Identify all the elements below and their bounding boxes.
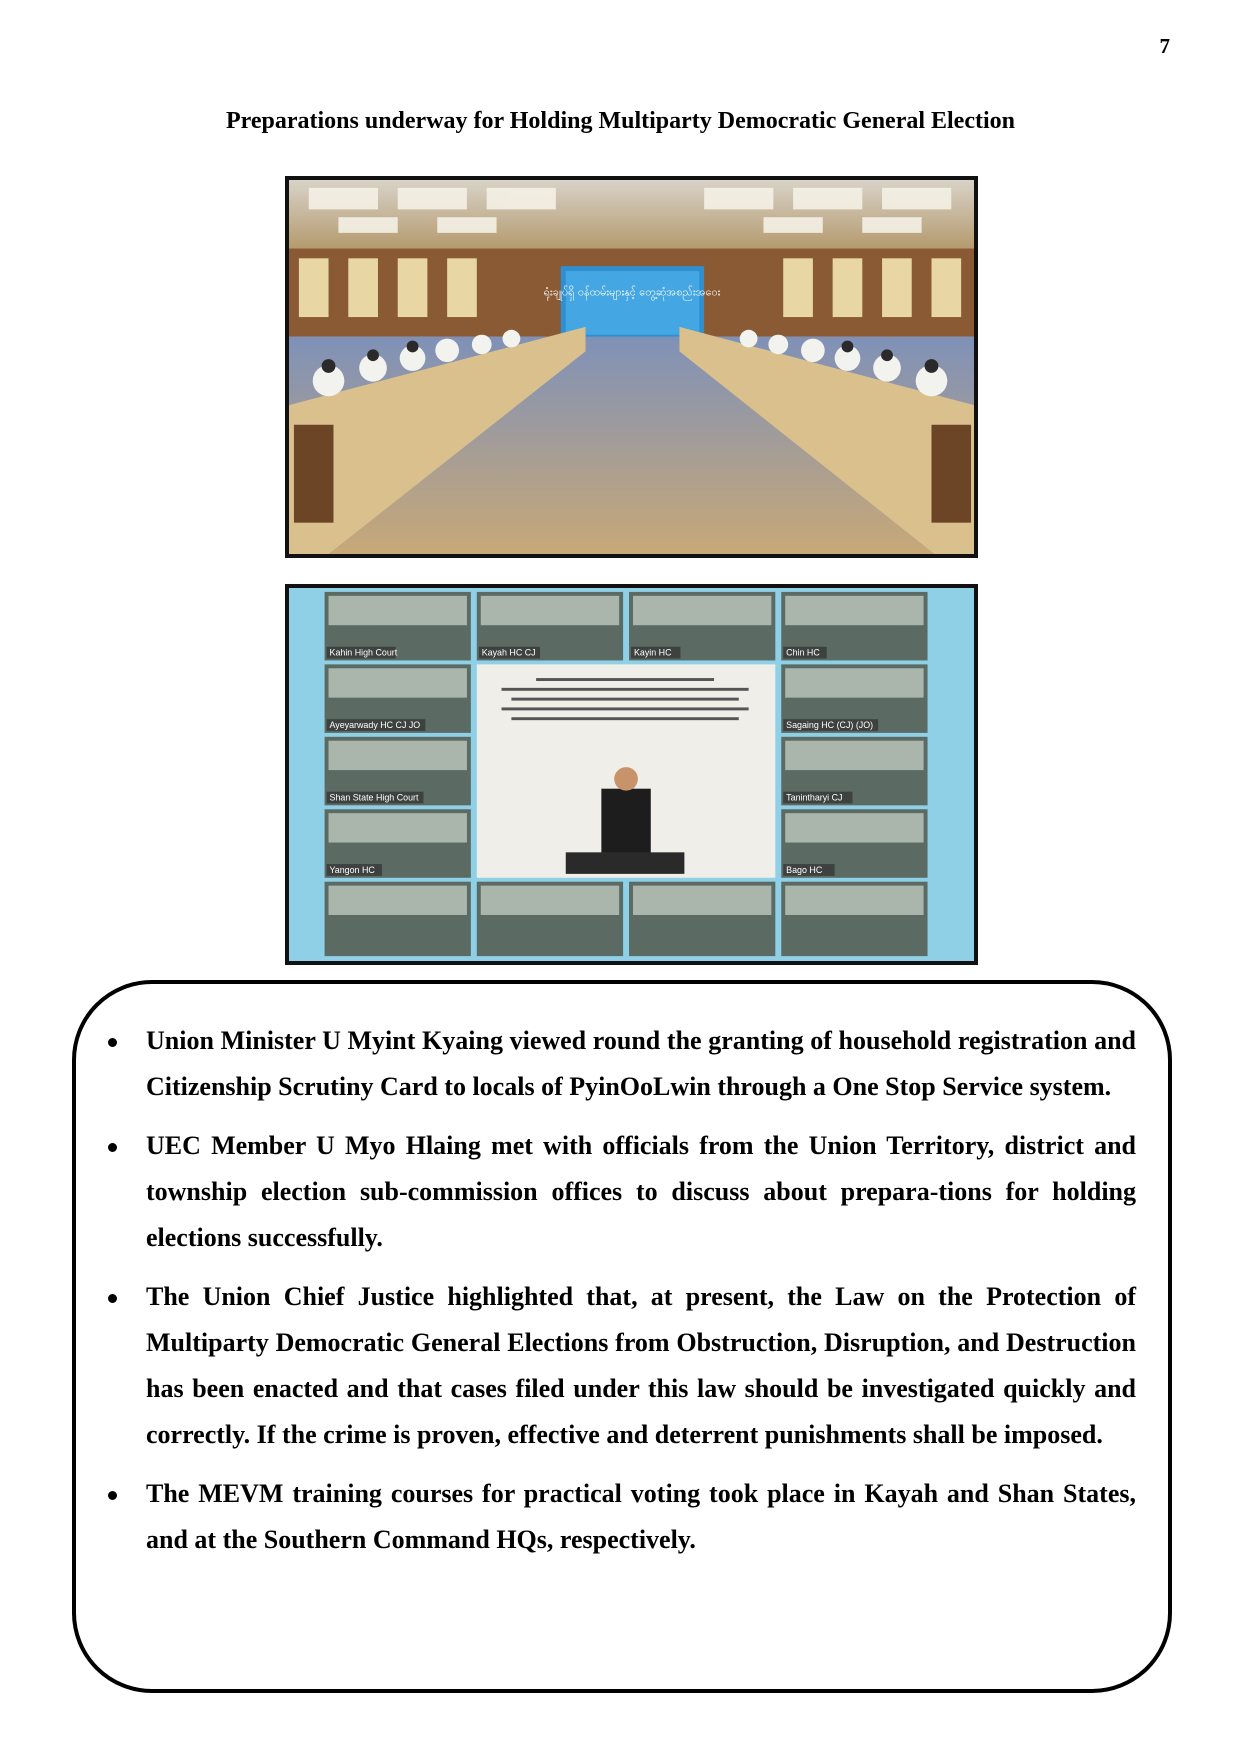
banner-text: ရုံးချုပ်ရှိ ဝန်ထမ်းများနှင့် တွေ့ဆုံအစည်းအဝေး — [543, 285, 721, 299]
svg-text:Yangon HC: Yangon HC — [329, 864, 375, 875]
bullet-item — [72, 1471, 1172, 1563]
svg-text:Shan State High Court: Shan State High Court — [329, 792, 419, 803]
bullet-text: Union Minister U Myint Kyaing viewed round the granting of household registration and Citizenship Scrutiny Card to locals of PyinOoLwin through a One Stop Service system. — [146, 1026, 1136, 1101]
bullet-dot-icon — [108, 1491, 117, 1500]
meeting-hall-photo — [285, 176, 978, 558]
svg-text:Tanintharyi CJ: Tanintharyi CJ — [786, 792, 843, 803]
bullet-dot-icon — [108, 1038, 117, 1047]
svg-text:Chin HC: Chin HC — [786, 647, 820, 658]
video-conference-photo — [285, 584, 978, 965]
bullet-text: The MEVM training courses for practical voting took place in Kayah and Shan States, and at the Southern Command HQs, respectively. — [146, 1479, 1136, 1554]
svg-text:Kayah HC CJ: Kayah HC CJ — [481, 647, 536, 658]
svg-text:Sagaing HC (CJ) (JO): Sagaing HC (CJ) (JO) — [786, 720, 874, 730]
bullet-dot-icon — [108, 1143, 117, 1152]
svg-text:Kayin HC: Kayin HC — [633, 647, 672, 658]
svg-text:Kahin High Court: Kahin High Court — [329, 647, 398, 658]
bullet-text: The Union Chief Justice highlighted that, at present, the Law on the Protection of Multiparty Democratic General Elections from Obstruction, Disruption, and Destruction has been enacted and that cases filed under this law should be investigated quickly and correctly. If the crime is proven, effective and deterrent punishments shall be imposed. — [146, 1282, 1136, 1449]
page-number: 7 — [1159, 34, 1170, 58]
summary-bullet-list — [72, 1018, 1172, 1576]
bullet-item — [72, 1123, 1172, 1261]
bullet-text: UEC Member U Myo Hlaing met with officials from the Union Territory, district and township election sub-commission offices to discuss about prepara-tions for holding elections successfully. — [146, 1131, 1136, 1252]
bullet-item — [72, 1018, 1172, 1110]
bullet-dot-icon — [108, 1294, 117, 1303]
bullet-item — [72, 1274, 1172, 1458]
page-title: Preparations underway for Holding Multiparty Democratic General Election — [225, 108, 1015, 134]
svg-text:Bago HC: Bago HC — [786, 864, 823, 875]
svg-text:Ayeyarwady HC CJ JO: Ayeyarwady HC CJ JO — [329, 720, 421, 730]
